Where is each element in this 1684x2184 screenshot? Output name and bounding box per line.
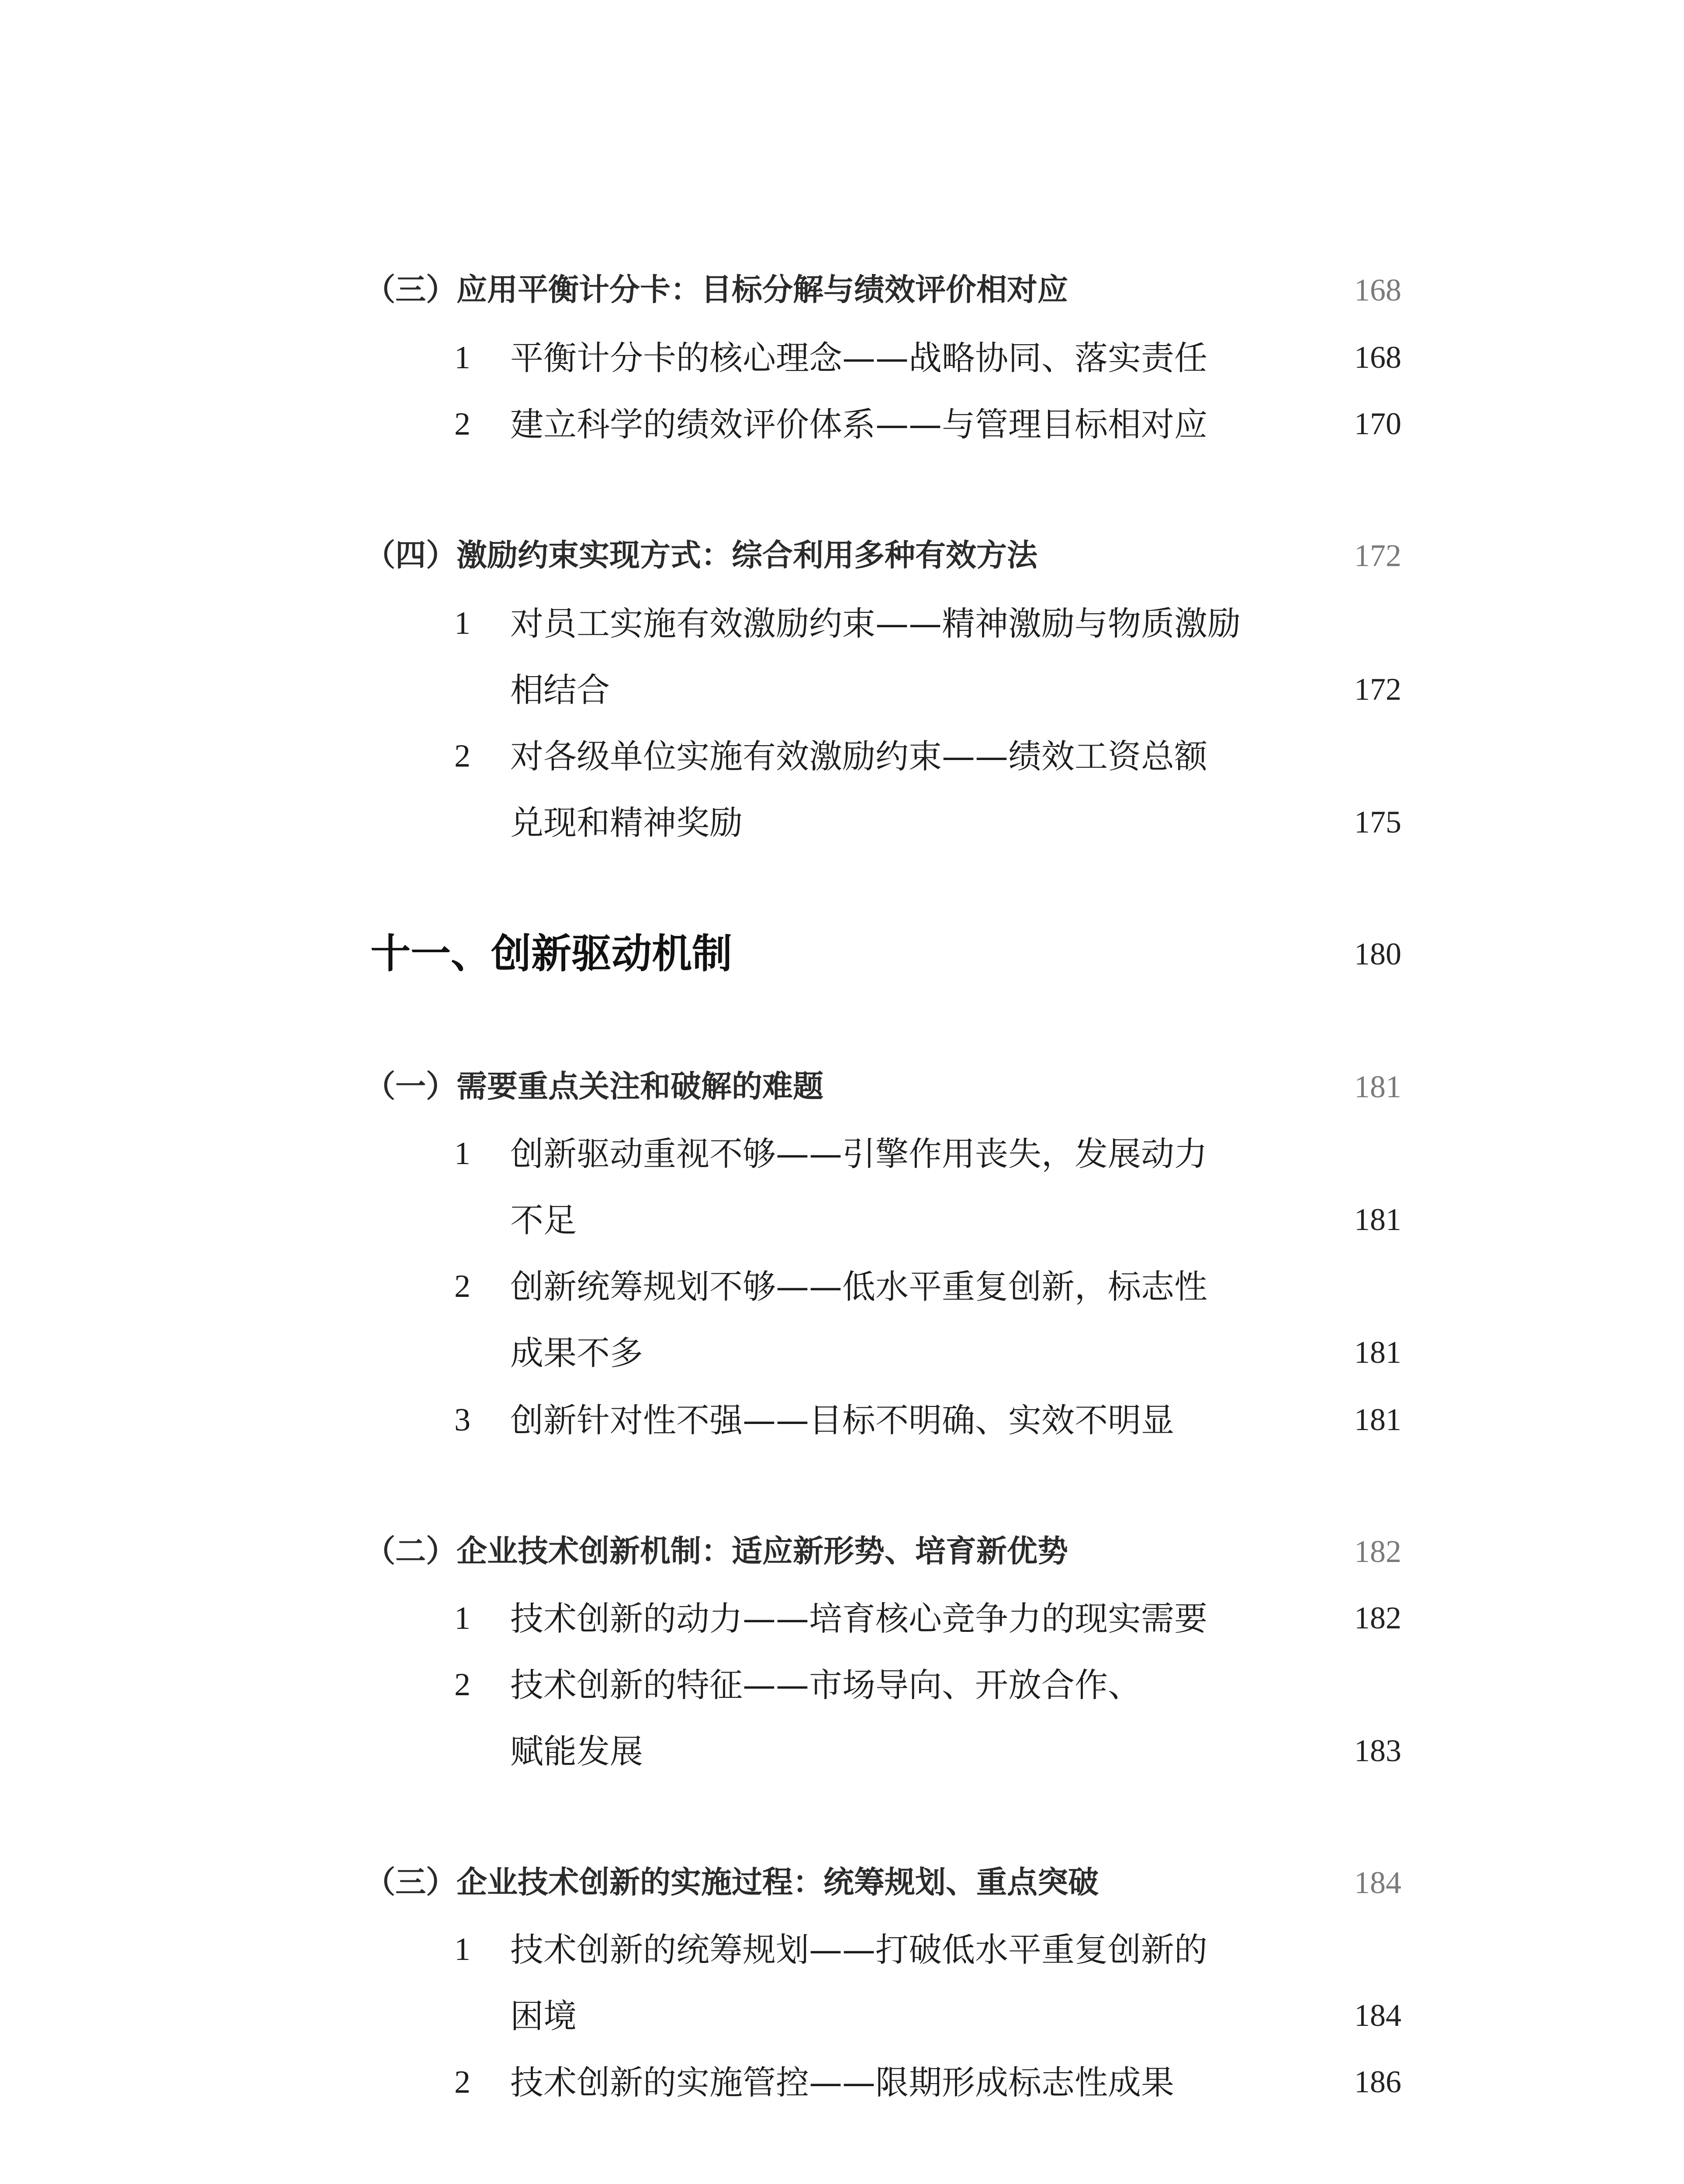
item-title-line: 兑现和精神奖励 bbox=[510, 803, 743, 842]
page-number: 182 bbox=[1354, 1600, 1401, 1635]
item-number: 1 bbox=[454, 340, 470, 376]
item-title-line: 技术创新的统筹规划——打破低水平重复创新的 bbox=[510, 1930, 1207, 1969]
page-number: 186 bbox=[1354, 2064, 1401, 2099]
page-number: 172 bbox=[1354, 538, 1401, 573]
item-number: 2 bbox=[454, 1667, 470, 1703]
chapter-title: 十一、创新驱动机制 bbox=[370, 930, 733, 977]
page-number: 180 bbox=[1354, 936, 1401, 971]
item-title-line: 困境 bbox=[510, 1997, 577, 2035]
item-title-line: 建立科学的绩效评价体系——与管理目标相对应 bbox=[510, 405, 1207, 444]
item-number: 2 bbox=[454, 2064, 470, 2100]
page-number: 181 bbox=[1354, 1335, 1401, 1370]
page-number: 181 bbox=[1354, 1402, 1401, 1437]
item-number: 1 bbox=[454, 1600, 470, 1636]
section-title: （一）需要重点关注和破解的难题 bbox=[365, 1068, 823, 1104]
section-title: （三）应用平衡计分卡：目标分解与绩效评价相对应 bbox=[365, 272, 1068, 308]
page-number: 182 bbox=[1354, 1534, 1401, 1569]
item-title-line: 相结合 bbox=[510, 670, 610, 709]
page-number: 170 bbox=[1354, 406, 1401, 441]
item-title-line: 赋能发展 bbox=[510, 1732, 643, 1771]
item-number: 3 bbox=[454, 1402, 470, 1438]
section-title: （三）企业技术创新的实施过程：统筹规划、重点突破 bbox=[365, 1864, 1099, 1900]
page-number: 181 bbox=[1354, 1069, 1401, 1104]
item-number: 2 bbox=[454, 406, 470, 442]
item-title-line: 技术创新的动力——培育核心竞争力的现实需要 bbox=[510, 1599, 1207, 1638]
item-title-line: 创新统筹规划不够——低水平重复创新，标志性 bbox=[510, 1267, 1207, 1306]
page-number: 184 bbox=[1354, 1998, 1401, 2033]
item-number: 2 bbox=[454, 738, 470, 774]
section-title: （二）企业技术创新机制：适应新形势、培育新优势 bbox=[365, 1533, 1068, 1569]
item-title-line: 创新针对性不强——目标不明确、实效不明显 bbox=[510, 1401, 1174, 1440]
page-number: 181 bbox=[1354, 1202, 1401, 1237]
page-number: 183 bbox=[1354, 1733, 1401, 1768]
item-title-line: 成果不多 bbox=[510, 1334, 643, 1372]
item-title-line: 对各级单位实施有效激励约束——绩效工资总额 bbox=[510, 737, 1207, 776]
page-number: 168 bbox=[1354, 340, 1401, 375]
item-title-line: 平衡计分卡的核心理念——战略协同、落实责任 bbox=[510, 339, 1207, 377]
page-number: 168 bbox=[1354, 273, 1401, 308]
item-title-line: 技术创新的特征——市场导向、开放合作、 bbox=[510, 1666, 1141, 1704]
item-title-line: 不足 bbox=[510, 1201, 577, 1240]
item-number: 2 bbox=[454, 1268, 470, 1304]
item-title-line: 创新驱动重视不够——引擎作用丧失，发展动力 bbox=[510, 1134, 1207, 1173]
page-number: 172 bbox=[1354, 672, 1401, 707]
item-title-line: 对员工实施有效激励约束——精神激励与物质激励 bbox=[510, 604, 1241, 643]
page-number: 184 bbox=[1354, 1865, 1401, 1900]
page-number: 175 bbox=[1354, 805, 1401, 840]
item-number: 1 bbox=[454, 605, 470, 641]
item-number: 1 bbox=[454, 1932, 470, 1967]
item-number: 1 bbox=[454, 1136, 470, 1171]
section-title: （四）激励约束实现方式：综合利用多种有效方法 bbox=[365, 537, 1037, 573]
item-title-line: 技术创新的实施管控——限期形成标志性成果 bbox=[510, 2063, 1174, 2102]
